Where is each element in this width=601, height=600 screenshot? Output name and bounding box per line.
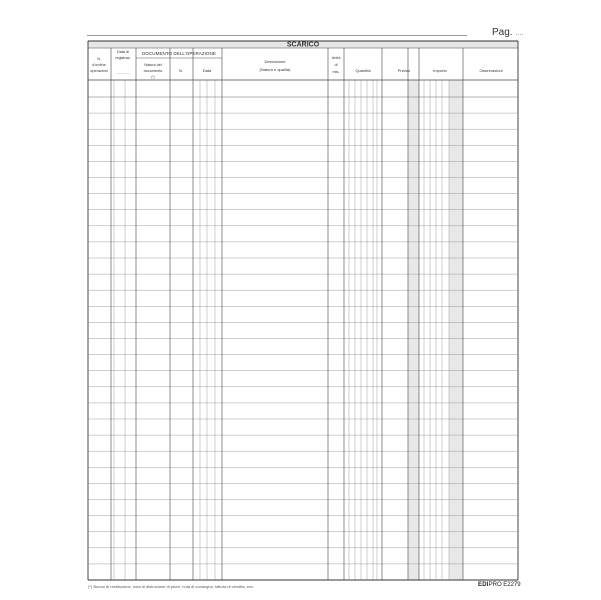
header-natura-documento: Natura del <box>144 63 162 67</box>
header-quantita: Quantità <box>355 68 371 73</box>
scarico-title: SCARICO <box>286 41 320 49</box>
page-number-dots: .... <box>515 30 524 37</box>
header-num-ordine: operazioni <box>90 69 108 73</box>
header-prezzo: Prezzo <box>397 68 411 73</box>
page-label: Pag. <box>492 27 513 38</box>
brand-rest: PRO E2279 <box>488 582 521 588</box>
header-natura-documento: documento <box>143 69 163 73</box>
column-shading <box>88 41 518 580</box>
header-descrizione: (Natura e qualità) <box>259 67 291 72</box>
header-unita-misura: mis. <box>332 70 340 74</box>
header-data-registrazione: registraz. <box>115 56 131 60</box>
prezzo-shaded-column <box>408 80 419 580</box>
header-data-registrazione-dots: .............. <box>116 71 130 75</box>
publisher-code <box>478 582 521 588</box>
header-natura-documento: (*) <box>151 75 155 79</box>
header-unita-misura: di <box>334 63 338 67</box>
brand-bold: EDI <box>478 582 489 588</box>
header-num-ordine: d'ordine <box>92 63 106 67</box>
header-numero: N. <box>179 68 183 73</box>
header-num-ordine: N. <box>97 57 101 61</box>
importo-shaded-column <box>449 80 463 580</box>
header-descrizione: Descrizione <box>264 59 286 64</box>
header-documento-operazione: DOCUMENTO DELL'OPERAZIONE <box>142 51 216 56</box>
footer-note: (*) Buono di restituzione, nota di distruzione di pezzi, nota di consegna, fattura di vendita, ecc. <box>88 584 255 589</box>
header-unita-misura: Unità <box>331 56 341 60</box>
header-data-registrazione: Data di <box>116 50 130 54</box>
header-osservazioni: Osservazioni <box>479 68 503 73</box>
header-importo: Importo <box>433 68 447 73</box>
header-data: Data <box>202 68 212 73</box>
